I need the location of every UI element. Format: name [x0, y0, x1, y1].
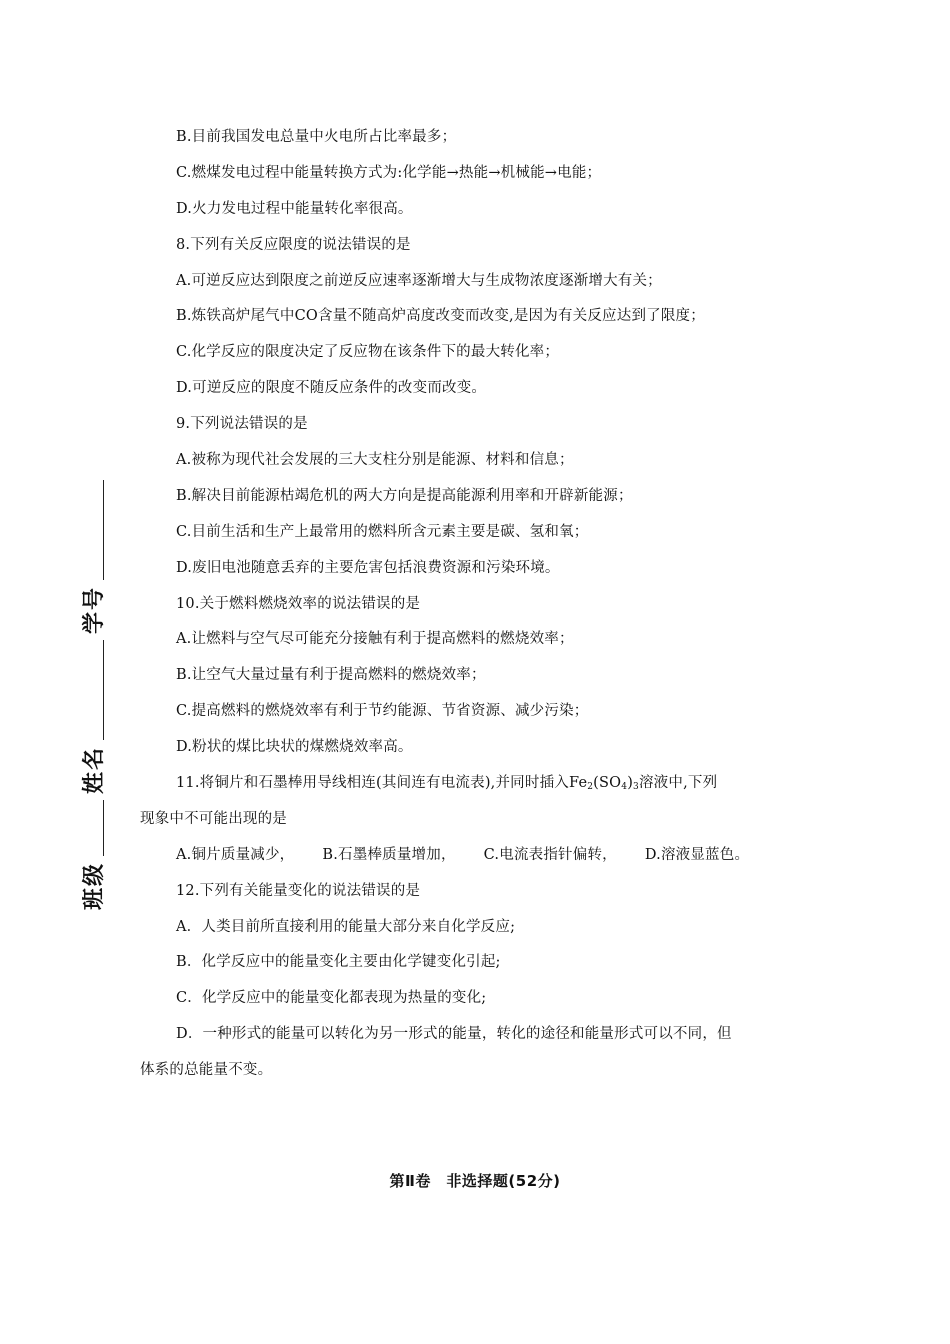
q11-option-b: B.石墨棒质量增加，	[322, 846, 456, 863]
q12-stem: 12.下列有关能量变化的说法错误的是	[176, 882, 421, 899]
q12-option-b: B．化学反应中的能量变化主要由化学键变化引起;	[176, 954, 501, 971]
q12-option-d-line2: 体系的总能量不变。	[140, 1062, 273, 1079]
subscript: 4	[621, 782, 628, 793]
q9-option-d: D.废旧电池随意丢弃的主要危害包括浪费资源和污染环境。	[176, 559, 560, 576]
formula-part: )	[627, 775, 634, 792]
q12-option-c: C．化学反应中的能量变化都表现为热量的变化;	[176, 990, 487, 1007]
q7-option-d: D.火力发电过程中能量转化率很高。	[176, 200, 413, 217]
q9-option-b: B.解决目前能源枯竭危机的两大方向是提高能源利用率和开辟新能源；	[176, 487, 633, 504]
q11-stem-line1	[140, 766, 810, 802]
section-title: 第Ⅱ卷 非选择题(52分)	[389, 1172, 561, 1190]
q10-option-c: C.提高燃料的燃烧效率有利于节约能源、节省资源、减少污染；	[176, 703, 589, 720]
q11-options	[140, 838, 810, 874]
q12-option-d-line1: D．一种形式的能量可以转化为另一形式的能量，转化的途径和能量形式可以不同，但	[176, 1026, 732, 1043]
q12-option-a: A．人类目前所直接利用的能量大部分来自化学反应;	[176, 918, 516, 935]
q7-option-b: B.目前我国发电总量中火电所占比率最多；	[176, 129, 457, 145]
q11-option-d: D.溶液显蓝色。	[644, 846, 750, 863]
student-id-field[interactable]	[81, 480, 104, 580]
q10-option-a: A.让燃料与空气尽可能充分接触有利于提高燃料的燃烧效率；	[176, 631, 574, 648]
q11-option-a: A.铜片质量减少，	[176, 846, 295, 863]
q8-option-b: B.炼铁高炉尾气中CO含量不随高炉高度改变而改变,是因为有关反应达到了限度；	[176, 308, 705, 325]
q11-stem-text: 11.将铜片和石墨棒用导线相连(其间连有电流表),并同时插入Fe	[176, 775, 588, 792]
q10-stem: 10.关于燃料燃烧效率的说法错误的是	[176, 595, 421, 612]
q8-option-a: A.可逆反应达到限度之前逆反应速率逐渐增大与生成物浓度逐渐增大有关；	[176, 272, 662, 289]
class-field[interactable]	[81, 800, 104, 856]
question-content	[140, 120, 810, 1089]
subscript: 3	[633, 782, 639, 793]
name-field[interactable]	[81, 640, 104, 740]
q9-stem: 9.下列说法错误的是	[176, 416, 308, 433]
q10-option-b: B.让空气大量过量有利于提高燃料的燃烧效率；	[176, 667, 486, 684]
student-id-label: 学号	[81, 585, 107, 634]
q11-stem-line2: 现象中不可能出现的是	[140, 810, 287, 827]
student-info-fields	[72, 440, 112, 910]
q11-option-c: C.电流表指针偏转，	[483, 846, 617, 863]
q8-option-c: C.化学反应的限度决定了反应物在该条件下的最大转化率；	[176, 344, 560, 361]
class-label: 班级	[81, 861, 107, 910]
q11-stem-text-end: 溶液中,下列	[638, 775, 718, 792]
name-label: 姓名	[81, 745, 107, 794]
q8-option-d: D.可逆反应的限度不随反应条件的改变而改变。	[176, 380, 487, 397]
student-info-strip	[70, 440, 114, 910]
subscript: 2	[587, 782, 594, 793]
q10-option-d: D.粉状的煤比块状的煤燃烧效率高。	[176, 739, 413, 756]
q7-option-c: C.燃煤发电过程中能量转换方式为:化学能→热能→机械能→电能；	[176, 164, 602, 181]
q8-stem: 8.下列有关反应限度的说法错误的是	[176, 236, 411, 253]
q9-option-a: A.被称为现代社会发展的三大支柱分别是能源、材料和信息；	[176, 452, 574, 469]
formula-part: (SO	[593, 775, 622, 792]
q9-option-c: C.目前生活和生产上最常用的燃料所含元素主要是碳、氢和氧；	[176, 523, 589, 540]
